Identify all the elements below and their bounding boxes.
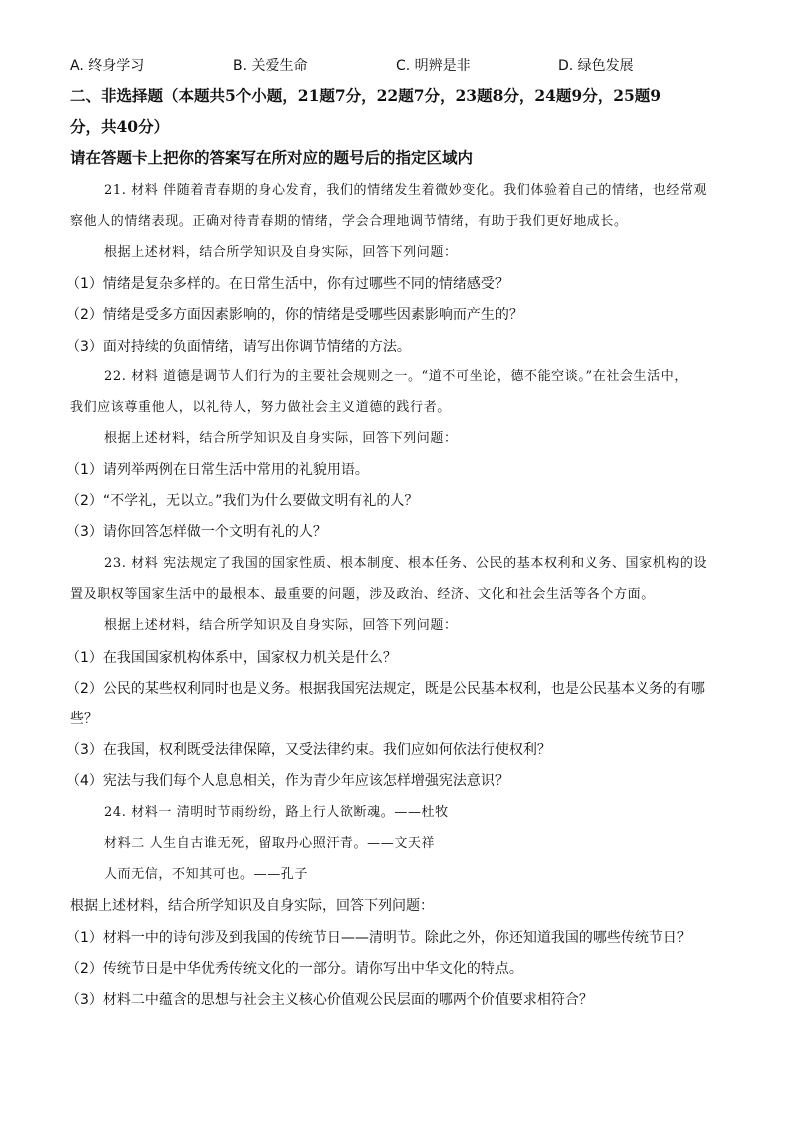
q24-question-2: （2）传统节日是中华优秀传统文化的一部分。请你写出中华文化的特点。 [66, 961, 523, 977]
q21-prompt: 根据上述材料，结合所学知识及自身实际，回答下列问题： [104, 245, 458, 260]
q23-question-1: （1）在我国国家机构体系中，国家权力机关是什么？ [66, 650, 397, 666]
q22-question-1: （1）请列举两例在日常生活中常用的礼貌用语。 [66, 462, 369, 478]
q24-question-1: （1）材料一中的诗句涉及到我国的传统节日——清明节。除此之外，你还知道我国的哪些传统节日？ [66, 930, 691, 946]
answer-instruction: 请在答题卡上把你的答案写在所对应的题号后的指定区域内 [70, 148, 474, 167]
q21-material-line-1: 21. 材料 伴随着青春期的身心发育，我们的情绪发生着微妙变化。我们体验着自己的情绪，也经常观 [104, 183, 708, 198]
q22-prompt: 根据上述材料，结合所学知识及自身实际，回答下列问题： [104, 431, 458, 446]
q21-material-line-2: 察他人的情绪表现。正确对待青春期的情绪，学会合理地调节情绪，有助于我们更好地成长。 [70, 214, 628, 229]
q24-prompt: 根据上述材料，结合所学知识及自身实际，回答下列问题： [70, 898, 434, 914]
q22-question-2: （2）“不学礼，无以立。”我们为什么要做文明有礼的人？ [66, 493, 419, 509]
q22-question-3: （3）请你回答怎样做一个文明有礼的人？ [66, 524, 327, 540]
option-d: D. 绿色发展 [558, 58, 634, 74]
option-b: B. 关爱生命 [233, 58, 308, 74]
q22-material-line-1: 22. 材料 道德是调节人们行为的主要社会规则之一。“道不可坐论，德不能空谈。”在社会生活中， [104, 369, 688, 384]
section-heading-line-1: 二、非选择题（本题共5个小题，21题7分，22题7分，23题8分，24题9分，25题9 [70, 86, 662, 105]
q24-material-1: 24. 材料一 清明时节雨纷纷，路上行人欲断魂。——杜牧 [104, 805, 449, 820]
q24-material-3: 人而无信，不知其可也。——孔子 [104, 867, 309, 882]
q23-question-2-cont: 些？ [70, 711, 98, 727]
q24-material-2: 材料二 人生自古谁无死，留取丹心照汗青。——文天祥 [104, 836, 436, 851]
q24-question-3: （3）材料二中蕴含的思想与社会主义核心价值观公民层面的哪两个价值要求相符合？ [66, 992, 593, 1008]
q23-material-line-1: 23. 材料 宪法规定了我国的国家性质、根本制度、根本任务、公民的基本权利和义务、国家机构的设 [104, 556, 708, 571]
q23-question-4: （4）宪法与我们每个人息息相关，作为青少年应该怎样增强宪法意识？ [66, 773, 509, 789]
q23-material-line-2: 置及职权等国家生活中的最根本、最重要的问题，涉及政治、经济、文化和社会生活等各个方面。 [70, 587, 655, 602]
section-heading-line-2: 分，共40分） [70, 117, 170, 136]
option-c: C. 明辨是非 [396, 58, 471, 74]
option-a: A. 终身学习 [70, 58, 145, 74]
q21-question-3: （3）面对持续的负面情绪，请写出你调节情绪的方法。 [66, 339, 411, 355]
q23-prompt: 根据上述材料，结合所学知识及自身实际，回答下列问题： [104, 618, 458, 633]
q23-question-2: （2）公民的某些权利同时也是义务。根据我国宪法规定，既是公民基本权利，也是公民基本义务的有哪 [66, 681, 705, 697]
q21-question-2: （2）情绪是受多方面因素影响的，你的情绪是受哪些因素影响而产生的？ [66, 307, 523, 323]
q22-material-line-2: 我们应该尊重他人，以礼待人，努力做社会主义道德的践行者。 [70, 400, 451, 415]
q21-question-1: （1）情绪是复杂多样的。在日常生活中，你有过哪些不同的情绪感受？ [66, 276, 509, 292]
q23-question-3: （3）在我国，权利既受法律保障，又受法律约束。我们应如何依法行使权利？ [66, 742, 551, 758]
